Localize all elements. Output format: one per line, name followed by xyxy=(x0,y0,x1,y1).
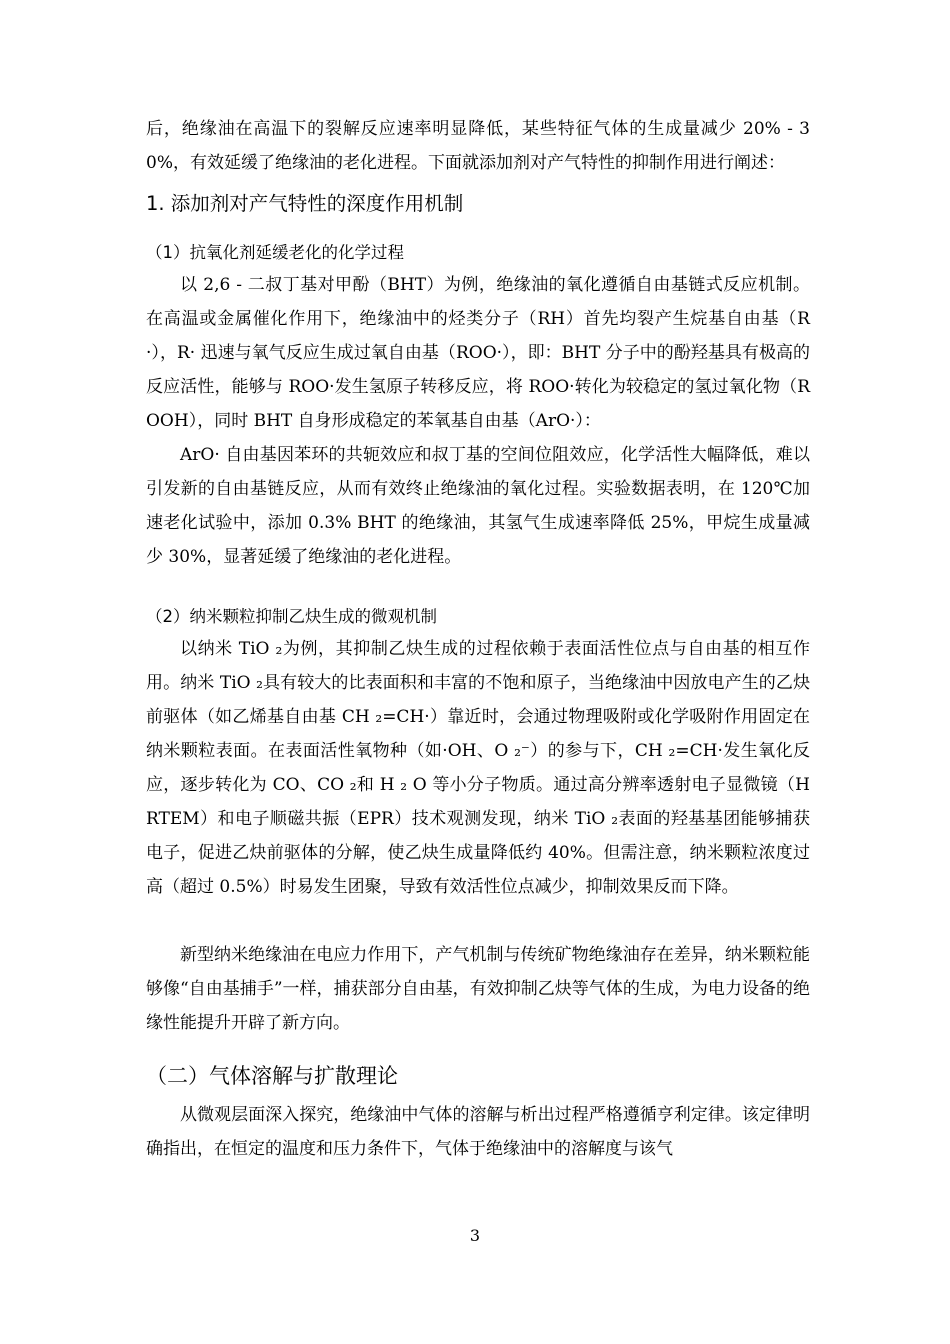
paragraph-henry-law: 从微观层面深入探究，绝缘油中气体的溶解与析出过程严格遵循亨利定律。该定律明确指出，在恒定的温度和压力条件下，气体于绝缘油中的溶解度与该气 xyxy=(146,1105,810,1159)
heading-mechanism: 1. 添加剂对产气特性的深度作用机制 xyxy=(146,192,464,215)
paragraph-bht-effect: ArO· 自由基因苯环的共轭效应和叔丁基的空间位阻效应，化学活性大幅降低，难以引发新的自由基链反应，从而有效终止绝缘油的氧化过程。实验数据表明，在 120℃加速老化试验中，添加 0.3% BHT 的绝缘油，其氢气生成速率降低 25%，甲烷生成量减少 30%，显著延缓了绝缘油的老化进程。 xyxy=(146,445,810,567)
page-number: 3 xyxy=(469,1226,481,1245)
subheading-antioxidant: （1）抗氧化剂延缓老化的化学过程 xyxy=(146,243,404,262)
subheading-nanoparticle: （2）纳米颗粒抑制乙炔生成的微观机制 xyxy=(146,607,437,626)
paragraph-tio2-mechanism: 以纳米 TiO ₂为例，其抑制乙炔生成的过程依赖于表面活性位点与自由基的相互作用。纳米 TiO ₂具有较大的比表面积和丰富的不饱和原子，当绝缘油中因放电产生的乙炔前驱体（如乙烯基自由基 CH ₂=CH·）靠近时，会通过物理吸附或化学吸附作用固定在纳米颗粒表面。在表面活性氧物种（如·OH、O ₂⁻）的参与下，CH ₂=CH·发生氧化反应，逐步转化为 CO、CO ₂和 H ₂ O 等小分子物质。通过高分辨率透射电子显微镜（HRTEM）和电子顺磁共振（EPR）技术观测发现，纳米 TiO ₂表面的羟基基团能够捕获电子，促进乙炔前驱体的分解，使乙炔生成量降低约 40%。但需注意，纳米颗粒浓度过高（超过 0.5%）时易发生团聚，导致有效活性位点减少，抑制效果反而下降。 xyxy=(146,639,810,897)
page-body xyxy=(146,112,810,1166)
paragraph-bht-mechanism: 以 2,6 - 二叔丁基对甲酚（BHT）为例，绝缘油的氧化遵循自由基链式反应机制。在高温或金属催化作用下，绝缘油中的烃类分子（RH）首先均裂产生烷基自由基（R·），R· 迅速与氧气反应生成过氧自由基（ROO·），即：BHT 分子中的酚羟基具有极高的反应活性，能够与 ROO·发生氢原子转移反应，将 ROO·转化为较稳定的氢过氧化物（ROOH），同时 BHT 自身形成稳定的苯氧基自由基（ArO·）： xyxy=(146,275,810,431)
paragraph-nano-oil: 新型纳米绝缘油在电应力作用下，产气机制与传统矿物绝缘油存在差异，纳米颗粒能够像“自由基捕手”一样，捕获部分自由基，有效抑制乙炔等气体的生成，为电力设备的绝缘性能提升开辟了新方向。 xyxy=(146,945,810,1033)
paragraph-intro: 后，绝缘油在高温下的裂解反应速率明显降低，某些特征气体的生成量减少 20% - 30%，有效延缓了绝缘油的老化进程。下面就添加剂对产气特性的抑制作用进行阐述： xyxy=(146,119,810,173)
section-heading-gas-dissolution: （二）气体溶解与扩散理论 xyxy=(146,1064,398,1088)
